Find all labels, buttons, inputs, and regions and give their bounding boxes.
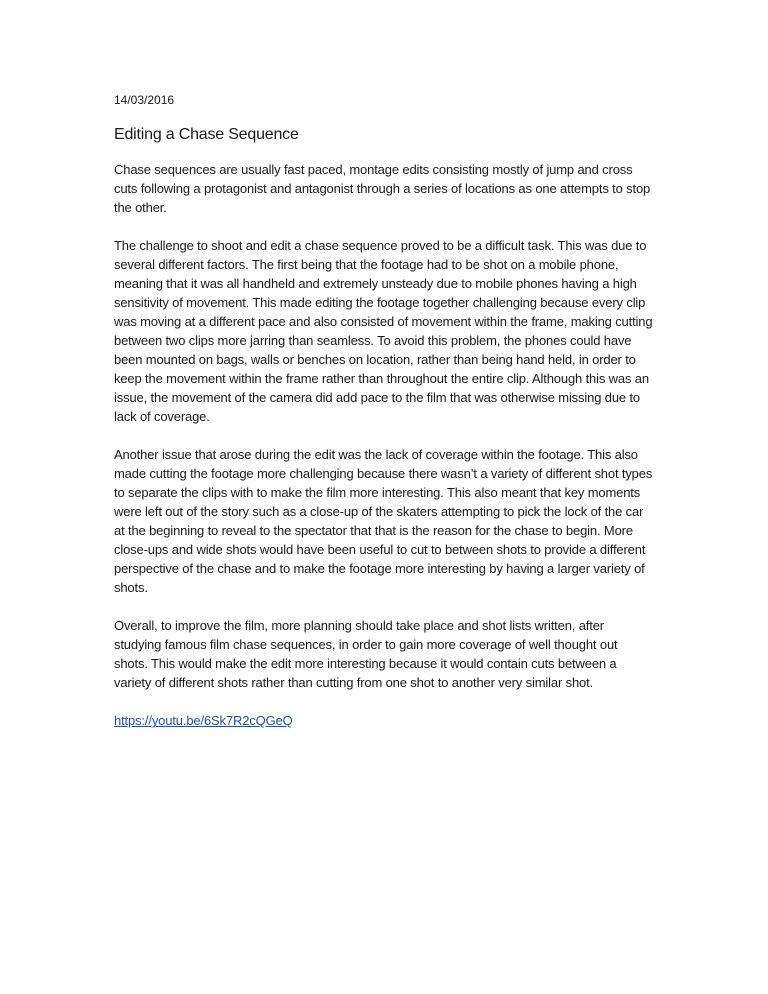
document-title: Editing a Chase Sequence [114,126,299,143]
video-link[interactable]: https://youtu.be/6Sk7R2cQGeQ [114,713,293,728]
document-body [114,92,654,730]
paragraph-conclusion: Overall, to improve the film, more planning should take place and shot lists written, after studying famous film chase sequences, in order to gain more coverage of well thought out shots. This would make the edit more interesting because it would contain cuts between a variety of different shots rather than cutting from one shot to another very similar shot. [114,618,618,690]
paragraph-coverage-issue: Another issue that arose during the edit was the lack of coverage within the footage. This also made cutting the footage more challenging because there wasn’t a variety of different shot types to separate the clips with to make the film more interesting. This also meant that key moments were left out of the story such as a close-up of the skaters attempting to pick the lock of the car at the beginning to reveal to the spectator that that is the reason for the chase to begin. More close-ups and wide shots would have been useful to cut to between shots to provide a different perspective of the chase and to make the footage more interesting by having a larger variety of shots. [114,447,653,595]
paragraph-shooting-challenges: The challenge to shoot and edit a chase sequence proved to be a difficult task. This was due to several different factors. The first being that the footage had to be shot on a mobile phone, meaning that it was all handheld and extremely unsteady due to mobile phones having a high sensitivity of movement. This made editing the footage together challenging because every clip was moving at a different pace and also consisted of movement within the frame, making cutting between two clips more jarring than seamless. To avoid this problem, the phones could have been mounted on bags, walls or benches on location, rather than being hand held, in order to keep the movement within the frame rather than throughout the entire clip. Although this was an issue, the movement of the camera did add pace to the film that was otherwise missing due to lack of coverage. [114,238,653,424]
document-date: 14/03/2016 [114,93,175,107]
paragraph-intro: Chase sequences are usually fast paced, montage edits consisting mostly of jump and cross cuts following a protagonist and antagonist through a series of locations as one attempts to stop the other. [114,162,651,215]
